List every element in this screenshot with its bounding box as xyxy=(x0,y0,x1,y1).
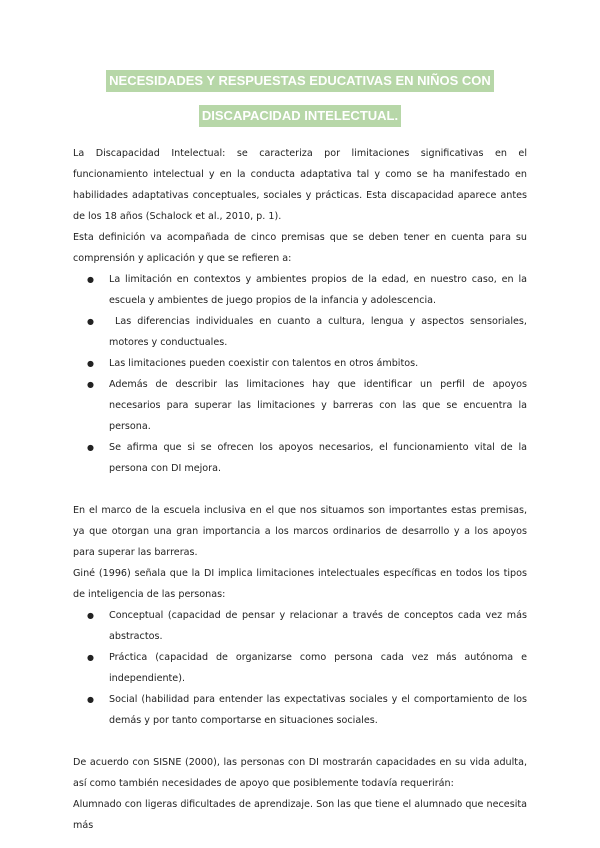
bullet-icon: ● xyxy=(87,443,94,452)
list-item-text: Conceptual (capacidad de pensar y relacionar a través de conceptos cada vez más abstractos. xyxy=(109,610,527,642)
list-item xyxy=(73,311,531,353)
document-title xyxy=(0,70,600,140)
sisne-paragraph: De acuerdo con SISNE (2000), las personas con DI mostrarán capacidades en su vida adulta, así como también necesidades de apoyo que posiblemente todavía requerirán: xyxy=(73,757,527,789)
list-item-text: Social (habilidad para entender las expectativas sociales y el comportamiento de los demás y por tanto comportarse en situaciones sociales. xyxy=(109,694,527,726)
title-line-1: NECESIDADES Y RESPUESTAS EDUCATIVAS EN NIÑOS CON xyxy=(106,70,494,92)
paragraph-spacer xyxy=(73,731,527,752)
list-item-text: Se afirma que si se ofrecen los apoyos necesarios, el funcionamiento vital de la persona con DI mejora. xyxy=(109,442,527,474)
list-item-text: Las diferencias individuales en cuanto a cultura, lengua y aspectos sensoriales, motores y conductuales. xyxy=(109,316,531,348)
premises-list xyxy=(73,269,531,479)
bullet-icon: ● xyxy=(87,611,94,620)
intro-paragraph: La Discapacidad Intelectual: se caracteriza por limitaciones significativas en el funcionamiento intelectual y en la conducta adaptativa tal y como se ha manifestado en habilidades adaptativas conceptuales, sociales y prácticas. Esta discapacidad aparece antes de los 18 años (Schalock et al., 2010, p. 1). xyxy=(73,148,527,222)
list-item xyxy=(73,353,527,374)
bullet-icon: ● xyxy=(87,380,94,389)
document-body xyxy=(73,143,531,836)
bullet-icon: ● xyxy=(87,359,94,368)
list-item-text: Además de describir las limitaciones hay que identificar un perfil de apoyos necesarios para superar las limitaciones y barreras con las que se encuentra la persona. xyxy=(109,379,527,432)
list-item xyxy=(73,689,527,731)
list-item xyxy=(73,647,527,689)
list-item xyxy=(73,269,527,311)
premises-intro-paragraph: Esta definición va acompañada de cinco premisas que se deben tener en cuenta para su comprensión y aplicación y que se refieren a: xyxy=(73,232,527,264)
list-item xyxy=(73,437,527,479)
paragraph-spacer xyxy=(73,479,527,500)
bullet-icon: ● xyxy=(87,317,94,326)
inclusive-school-paragraph: En el marco de la escuela inclusiva en el que nos situamos son importantes estas premisas, ya que otorgan una gran importancia a los marcos ordinarios de desarrollo y a los apoyos para superar las barreras. xyxy=(73,505,527,558)
list-item-text: Práctica (capacidad de organizarse como persona cada vez más autónoma e independiente). xyxy=(109,652,527,684)
intelligences-list xyxy=(73,605,527,731)
bullet-icon: ● xyxy=(87,653,94,662)
list-item-text: La limitación en contextos y ambientes propios de la edad, en nuestro caso, en la escuela y ambientes de juego propios de la infancia y adolescencia. xyxy=(109,274,527,306)
bullet-icon: ● xyxy=(87,695,94,704)
list-item xyxy=(73,374,527,437)
list-item-text: Las limitaciones pueden coexistir con talentos en otros ámbitos. xyxy=(109,358,419,369)
alumnado-paragraph: Alumnado con ligeras dificultades de aprendizaje. Son las que tiene el alumnado que necesita más xyxy=(73,799,527,831)
list-item xyxy=(73,605,527,647)
gine-paragraph: Giné (1996) señala que la DI implica limitaciones intelectuales específicas en todos los tipos de inteligencia de las personas: xyxy=(73,568,527,600)
title-line-2: DISCAPACIDAD INTELECTUAL. xyxy=(199,105,401,127)
bullet-icon: ● xyxy=(87,275,94,284)
